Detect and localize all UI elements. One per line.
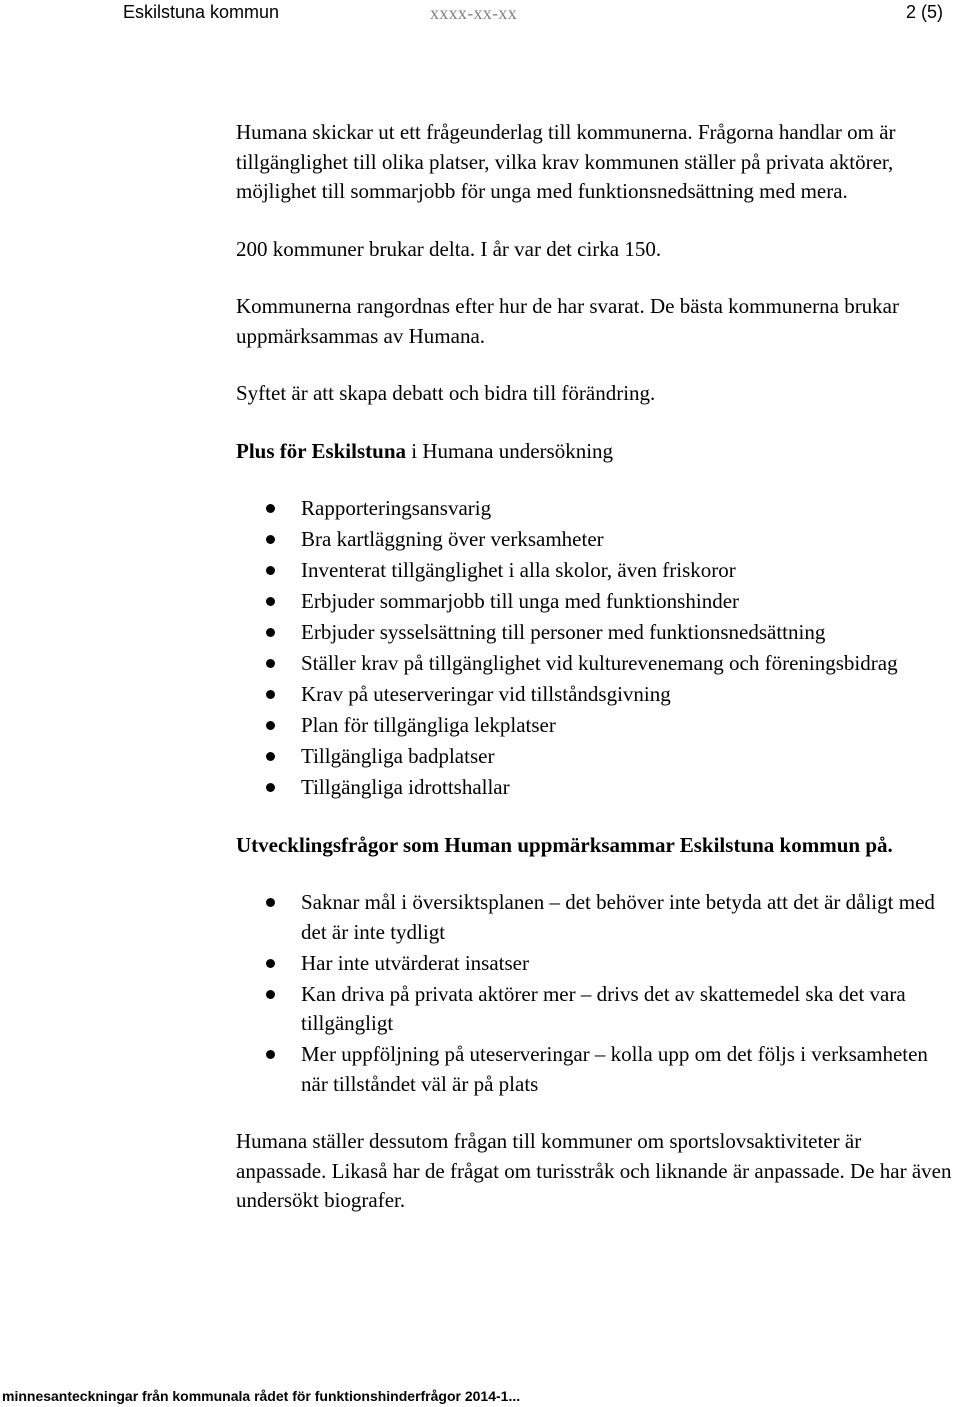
list-item: Mer uppföljning på uteserveringar – kolla upp om det följs i verksamheten när tillståndet väl är på plats bbox=[236, 1040, 956, 1099]
header-date: xxxx-xx-xx bbox=[430, 3, 517, 23]
purpose-paragraph: Syftet är att skapa debatt och bidra till förändring. bbox=[236, 381, 656, 405]
list-item: Har inte utvärderat insatser bbox=[236, 949, 956, 979]
page-footer: minnesanteckningar från kommunala rådet för funktionshinderfrågor 2014-1... bbox=[2, 1388, 521, 1404]
list-item: Ställer krav på tillgänglighet vid kulturevenemang och föreningsbidrag bbox=[236, 649, 956, 679]
intro-paragraph: Humana skickar ut ett frågeunderlag till kommunerna. Frågorna handlar om är tillgänglighet till olika platser, vilka krav kommunen ställer på privata aktörer, möjlighet till sommarjobb för unga med funktionsnedsättning med mera. bbox=[236, 120, 896, 203]
bullet-icon bbox=[266, 898, 275, 907]
plus-list bbox=[236, 494, 956, 803]
list-item: Inventerat tillgänglighet i alla skolor, även friskoror bbox=[236, 556, 956, 586]
list-item: Erbjuder sommarjobb till unga med funktionshinder bbox=[236, 587, 956, 617]
bullet-icon bbox=[266, 659, 275, 668]
header-page-number: 2 (5) bbox=[906, 2, 944, 22]
ranking-paragraph: Kommunerna rangordnas efter hur de har svarat. De bästa kommunerna brukar uppmärksammas av Humana. bbox=[236, 294, 899, 348]
bullet-icon bbox=[266, 752, 275, 761]
bullet-icon bbox=[266, 504, 275, 513]
list-item: Erbjuder sysselsättning till personer med funktionsnedsättning bbox=[236, 618, 956, 648]
development-list bbox=[236, 888, 956, 1099]
bullet-icon bbox=[266, 597, 275, 606]
list-item: Tillgängliga idrottshallar bbox=[236, 773, 956, 803]
list-item: Bra kartläggning över verksamheter bbox=[236, 525, 956, 555]
plus-heading-bold: Plus för Eskilstuna bbox=[236, 438, 406, 463]
bullet-icon bbox=[266, 721, 275, 730]
closing-paragraph: Humana ställer dessutom frågan till kommuner om sportslovsaktiviteter är anpassade. Likaså har de frågat om turisstråk och liknande är anpassade. De har även undersökt biografer. bbox=[236, 1129, 952, 1212]
bullet-icon bbox=[266, 959, 275, 968]
list-item: Plan för tillgängliga lekplatser bbox=[236, 711, 956, 741]
bullet-icon bbox=[266, 628, 275, 637]
document-body bbox=[236, 118, 956, 1244]
list-item: Saknar mål i översiktsplanen – det behöver inte betyda att det är dåligt med det är inte tydligt bbox=[236, 888, 956, 947]
header-organization: Eskilstuna kommun bbox=[123, 2, 280, 22]
bullet-icon bbox=[266, 1050, 275, 1059]
bullet-icon bbox=[266, 566, 275, 575]
bullet-icon bbox=[266, 783, 275, 792]
bullet-icon bbox=[266, 535, 275, 544]
list-item: Tillgängliga badplatser bbox=[236, 742, 956, 772]
bullet-icon bbox=[266, 690, 275, 699]
development-section-heading: Utvecklingsfrågor som Human uppmärksammar Eskilstuna kommun på. bbox=[236, 832, 893, 857]
page-header bbox=[0, 0, 960, 26]
plus-heading-rest: i Humana undersökning bbox=[406, 438, 614, 463]
participation-paragraph: 200 kommuner brukar delta. I år var det cirka 150. bbox=[236, 236, 662, 261]
list-item: Rapporteringsansvarig bbox=[236, 494, 956, 524]
bullet-icon bbox=[266, 990, 275, 999]
list-item: Krav på uteserveringar vid tillståndsgivning bbox=[236, 680, 956, 710]
list-item: Kan driva på privata aktörer mer – drivs det av skattemedel ska det vara tillgängligt bbox=[236, 980, 956, 1039]
plus-section-heading bbox=[236, 437, 956, 467]
